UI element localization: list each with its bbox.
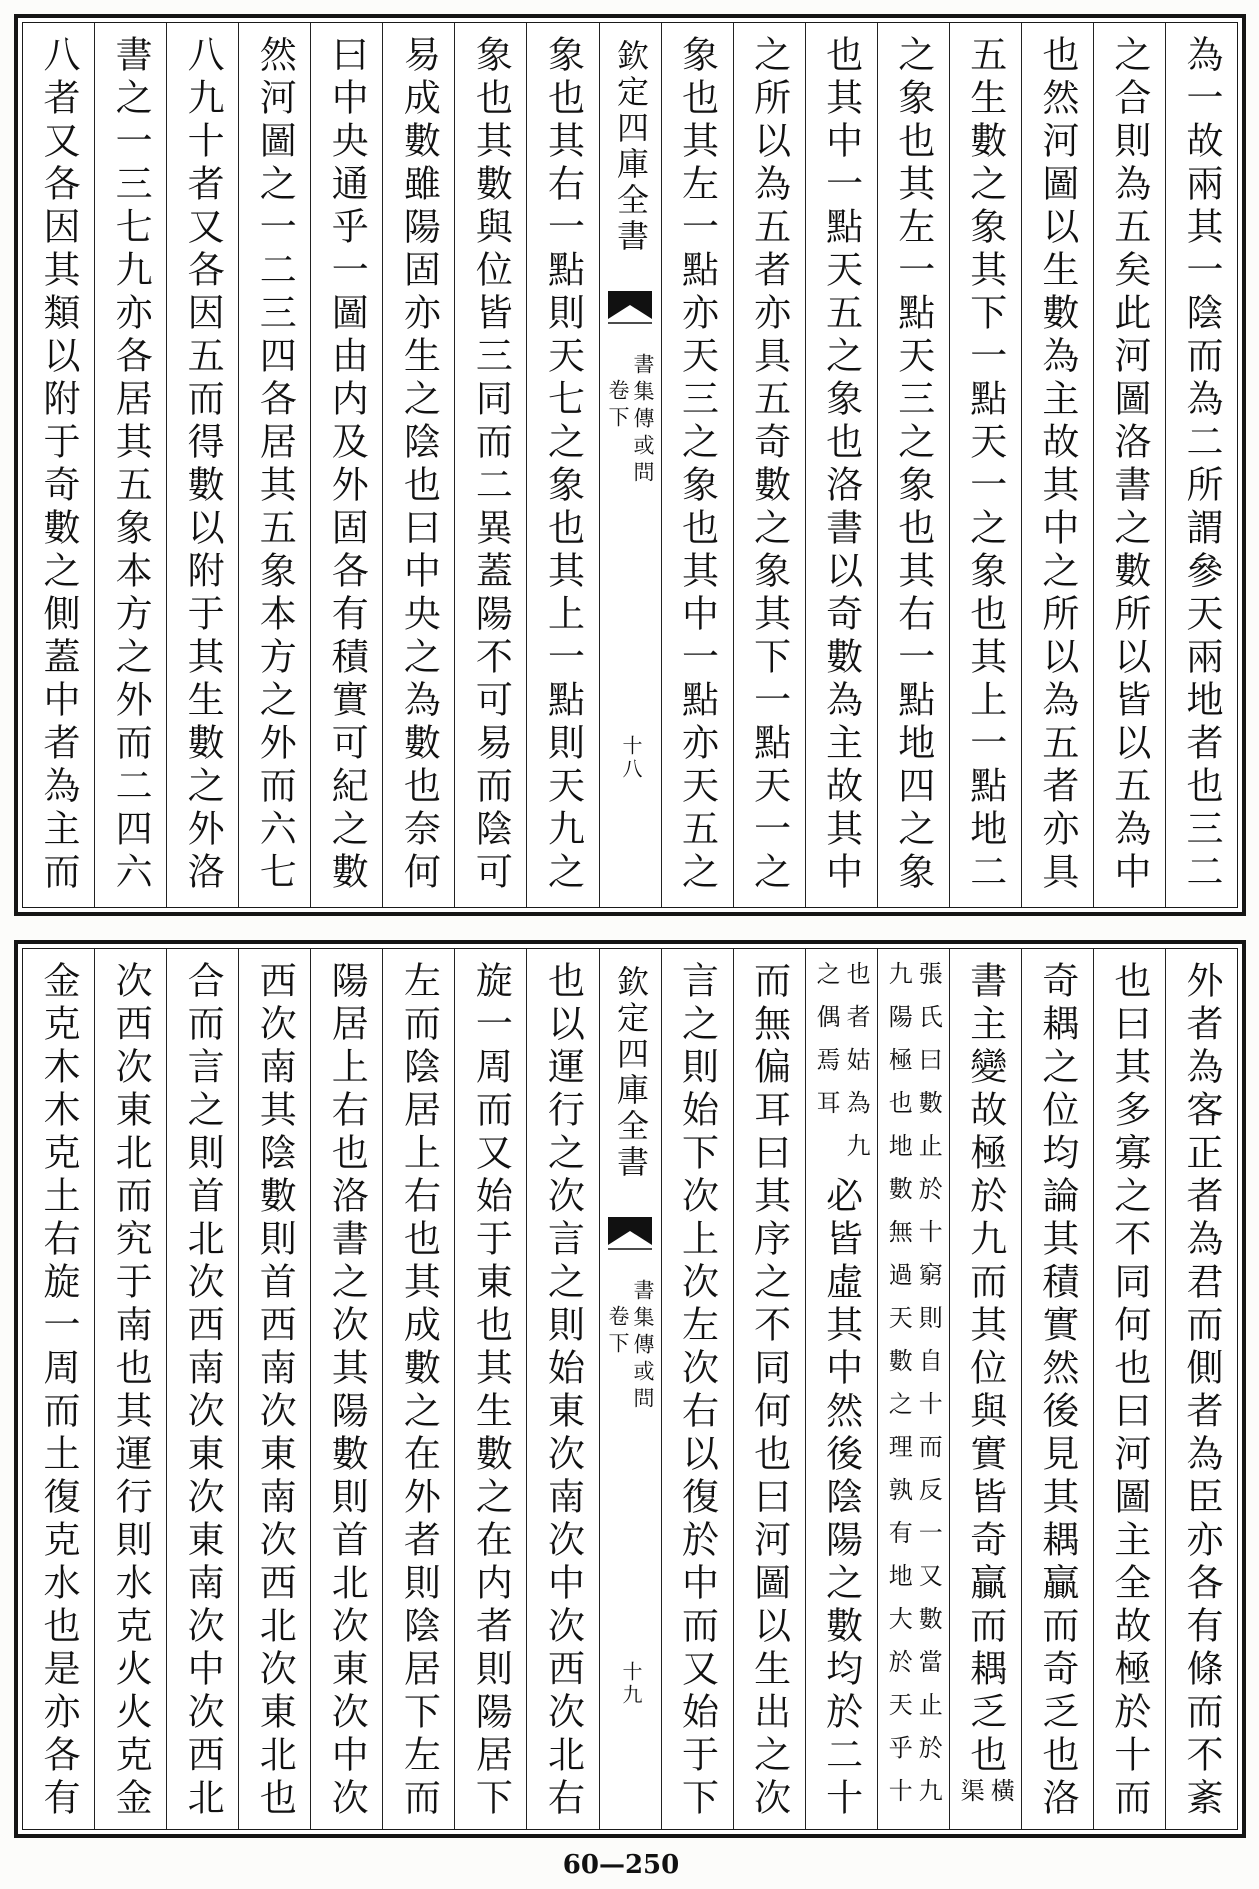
- fishtail-mark-icon: [608, 291, 652, 325]
- column-text: 必皆虛其中然後陰陽之數均於二十: [819, 1176, 863, 1821]
- text-column: [733, 949, 805, 1829]
- text-column: [166, 23, 238, 907]
- text-column: [23, 949, 94, 1829]
- column-text: 次西次東北而究于南也其運行則水克火火克金: [109, 961, 153, 1821]
- text-column: [1165, 23, 1237, 907]
- text-column: [1165, 949, 1237, 1829]
- text-column: [1093, 949, 1165, 1829]
- text-column: [94, 949, 166, 1829]
- column-text: 之合則為五矣此河圖洛書之數所以皆以五為中: [1107, 35, 1151, 895]
- text-column: [877, 23, 949, 907]
- page-panel-top: [14, 14, 1246, 916]
- text-column: [23, 23, 94, 907]
- text-block: [22, 948, 1238, 1830]
- column-text: 象也其左一點亦天三之象也其中一點亦天五之: [675, 35, 719, 895]
- annotation-right: 橫: [986, 1778, 1015, 1821]
- text-column: [310, 23, 382, 907]
- text-column: [949, 949, 1021, 1829]
- text-column: [661, 23, 733, 907]
- text-column: [238, 23, 310, 907]
- column-text: 而無偏耳曰其序之不同何也曰河圖以生出之次: [747, 961, 791, 1821]
- annotation-left: 之偶焉耳: [812, 961, 841, 1133]
- column-text: 易成數雖陽固亦生之陰也曰中央之為數也奈何: [397, 35, 441, 895]
- center-fold: [599, 23, 661, 907]
- column-text: 八者又各因其類以附于奇數之側蓋中者為主而: [37, 35, 81, 895]
- column-text: 也其中一點天五之象也洛書以奇數為主故其中: [819, 35, 863, 895]
- text-column: [1093, 23, 1165, 907]
- column-text: 書之一三七九亦各居其五象本方之外而二四六: [109, 35, 153, 895]
- page-footer-number: 60—250: [562, 1850, 680, 1880]
- text-column: [454, 949, 526, 1829]
- page-panel-bottom: [14, 940, 1246, 1838]
- fold-leaf-number: 十八: [619, 735, 643, 781]
- column-text: 也然河圖以生數為主故其中之所以為五者亦具: [1035, 35, 1079, 895]
- fold-volume: 卷下: [606, 379, 630, 433]
- fold-volume: 卷下: [606, 1305, 630, 1359]
- text-column: [661, 949, 733, 1829]
- annotation-left: 九陽極也地數無過天數之理孰有地大於天乎十: [884, 961, 913, 1821]
- fold-book-info: [600, 353, 661, 488]
- fold-series-title: 欽定四庫全書: [612, 39, 650, 255]
- fold-book-info: [600, 1279, 661, 1414]
- text-column: [526, 23, 598, 907]
- column-text: 之象也其左一點天三之象也其右一點地四之象: [891, 35, 935, 895]
- text-column: [454, 23, 526, 907]
- text-column: [238, 949, 310, 1829]
- fold-leaf-number: 十九: [619, 1661, 643, 1707]
- annotation-right: 張氏曰數止於十窮則自十而反一又數當止於九: [914, 961, 943, 1821]
- text-block: [22, 22, 1238, 908]
- column-text: 合而言之則首北次西南次東次東南次中次西北: [181, 961, 225, 1821]
- column-text: 言之則始下次上次左次右以復於中而又始于下: [675, 961, 719, 1821]
- fishtail-mark-icon: [608, 1217, 652, 1251]
- fold-book-title: 書集傳或問: [631, 1279, 655, 1414]
- annotation-right: 也者姑為九: [842, 961, 871, 1176]
- column-text: 奇耦之位均論其積實然後見其耦贏而奇乏也洛: [1035, 961, 1079, 1821]
- column-text: 也以運行之次言之則始東次南次中次西次北右: [541, 961, 585, 1821]
- column-text: 也曰其多寡之不同何也曰河圖主全故極於十而: [1107, 961, 1151, 1821]
- column-text: 曰中央通乎一圖由内及外固各有積實可紀之數: [325, 35, 369, 895]
- column-text: 西次南其陰數則首西南次東南次西北次東北也: [253, 961, 297, 1821]
- text-column: [1021, 949, 1093, 1829]
- annotation-left: 渠: [956, 1778, 985, 1821]
- column-text: 五生數之象其下一點天一之象也其上一點地二: [963, 35, 1007, 895]
- center-fold: [599, 949, 661, 1829]
- column-text: 書主變故極於九而其位與實皆奇贏而耦乏也: [963, 961, 1007, 1778]
- text-column: [733, 23, 805, 907]
- column-text: 為一故兩其一陰而為二所謂參天兩地者也三二: [1179, 35, 1223, 895]
- text-column: [526, 949, 598, 1829]
- column-text: 象也其右一點則天七之象也其上一點則天九之: [541, 35, 585, 895]
- column-text: 之所以為五者亦具五奇數之象其下一點天一之: [747, 35, 791, 895]
- text-column: [1021, 23, 1093, 907]
- text-column: [949, 23, 1021, 907]
- column-text: 然河圖之一二三四各居其五象本方之外而六七: [253, 35, 297, 895]
- text-column: [94, 23, 166, 907]
- text-column: [310, 949, 382, 1829]
- column-text: 左而陰居上右也其成數之在外者則陰居下左而: [397, 961, 441, 1821]
- column-text: 陽居上右也洛書之次其陽數則首北次東次中次: [325, 961, 369, 1821]
- text-column: [166, 949, 238, 1829]
- text-column: [382, 23, 454, 907]
- fold-series-title: 欽定四庫全書: [612, 965, 650, 1181]
- text-column: [805, 949, 877, 1829]
- column-text: 金克木木克土右旋一周而土復克水也是亦各有: [37, 961, 81, 1821]
- column-text: 八九十者又各因五而得數以附于其生數之外洛: [181, 35, 225, 895]
- column-text: 旋一周而又始于東也其生數之在内者則陽居下: [469, 961, 513, 1821]
- column-text: 外者為客正者為君而側者為臣亦各有條而不紊: [1179, 961, 1223, 1821]
- annotation-note: [956, 1778, 1015, 1821]
- annotation-note: [812, 961, 871, 1176]
- text-column: [805, 23, 877, 907]
- annotation-note: [884, 961, 943, 1821]
- text-column: [877, 949, 949, 1829]
- column-text: 象也其數與位皆三同而二異蓋陽不可易而陰可: [469, 35, 513, 895]
- fold-book-title: 書集傳或問: [631, 353, 655, 488]
- text-column: [382, 949, 454, 1829]
